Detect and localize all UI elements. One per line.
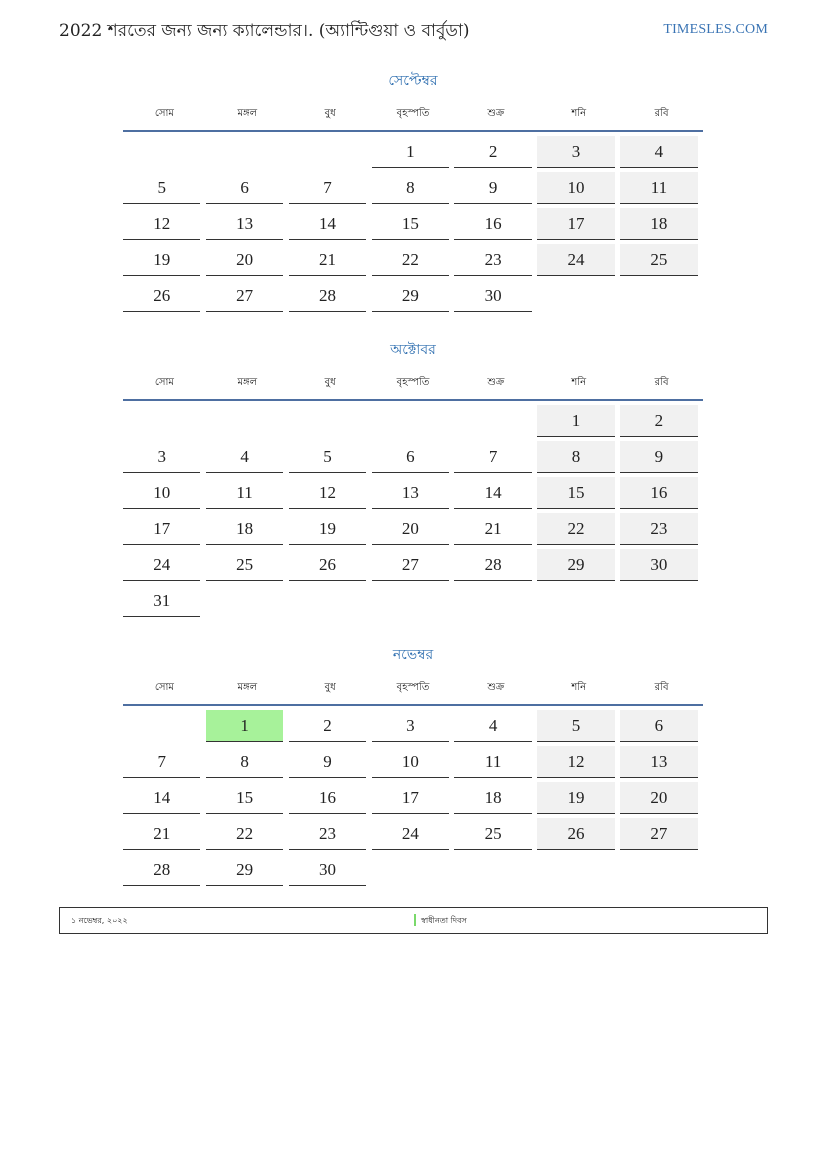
empty-day-cell	[537, 280, 614, 312]
week-row	[123, 854, 703, 890]
empty-day-cell	[206, 585, 283, 617]
week-row	[123, 441, 703, 477]
day-cell: 19	[123, 244, 200, 276]
week-row	[123, 818, 703, 854]
week-row	[123, 782, 703, 818]
holiday-day-cell: 1	[206, 710, 283, 742]
holiday-color-marker	[414, 914, 416, 926]
weekday-label: বুধ	[324, 377, 336, 388]
day-cell: 23	[289, 818, 366, 850]
empty-day-cell	[372, 854, 449, 886]
week-row	[123, 585, 703, 621]
empty-day-cell	[620, 854, 697, 886]
day-cell: 28	[454, 549, 531, 581]
day-cell: 15	[206, 782, 283, 814]
month-september	[123, 70, 703, 316]
day-cell: 7	[123, 746, 200, 778]
day-cell: 19	[289, 513, 366, 545]
day-cell: 21	[123, 818, 200, 850]
day-cell: 9	[289, 746, 366, 778]
day-cell: 26	[289, 549, 366, 581]
weekday-label: শুক্র	[487, 377, 505, 388]
weekday-label: মঙ্গল	[237, 682, 258, 693]
empty-day-cell	[620, 280, 697, 312]
week-row	[123, 136, 703, 172]
day-cell: 7	[454, 441, 531, 473]
weekend-day-cell: 22	[537, 513, 614, 545]
weekday-label: শনি	[571, 682, 587, 693]
weekend-day-cell: 30	[620, 549, 697, 581]
weekday-header	[123, 678, 703, 702]
weekday-label: মঙ্গল	[237, 108, 258, 119]
weekend-day-cell: 24	[537, 244, 614, 276]
month-title: অক্টোবর	[390, 342, 436, 358]
day-grid	[123, 136, 703, 316]
empty-day-cell	[537, 585, 614, 617]
empty-day-cell	[537, 854, 614, 886]
day-cell: 10	[123, 477, 200, 509]
day-cell: 7	[289, 172, 366, 204]
empty-day-cell	[206, 405, 283, 437]
weekday-label: রবি	[654, 682, 669, 693]
weekend-day-cell: 11	[620, 172, 697, 204]
day-cell: 31	[123, 585, 200, 617]
day-cell: 10	[372, 746, 449, 778]
week-row	[123, 549, 703, 585]
day-cell: 2	[289, 710, 366, 742]
weekday-label: শনি	[571, 377, 587, 388]
weekend-day-cell: 16	[620, 477, 697, 509]
day-cell: 3	[123, 441, 200, 473]
week-row	[123, 280, 703, 316]
day-cell: 4	[454, 710, 531, 742]
day-cell: 29	[206, 854, 283, 886]
weekday-label: শুক্র	[487, 108, 505, 119]
day-cell: 13	[372, 477, 449, 509]
weekend-day-cell: 20	[620, 782, 697, 814]
header-divider	[123, 704, 703, 706]
weekday-label: সোম	[154, 377, 174, 388]
empty-day-cell	[372, 405, 449, 437]
weekday-label: রবি	[654, 377, 669, 388]
day-cell: 11	[206, 477, 283, 509]
weekday-label: সোম	[154, 682, 174, 693]
weekday-header	[123, 104, 703, 128]
day-grid	[123, 405, 703, 621]
weekday-label: বৃহস্পতি	[396, 682, 430, 693]
day-cell: 30	[289, 854, 366, 886]
empty-day-cell	[620, 585, 697, 617]
week-row	[123, 405, 703, 441]
day-cell: 17	[372, 782, 449, 814]
weekend-day-cell: 8	[537, 441, 614, 473]
day-cell: 15	[372, 208, 449, 240]
day-cell: 21	[454, 513, 531, 545]
weekday-label: বুধ	[324, 682, 336, 693]
weekday-label: শুক্র	[487, 682, 505, 693]
weekend-day-cell: 25	[620, 244, 697, 276]
day-cell: 3	[372, 710, 449, 742]
weekday-header	[123, 373, 703, 397]
weekend-day-cell: 2	[620, 405, 697, 437]
day-cell: 24	[123, 549, 200, 581]
day-cell: 5	[123, 172, 200, 204]
weekend-day-cell: 27	[620, 818, 697, 850]
day-cell: 1	[372, 136, 449, 168]
day-cell: 6	[206, 172, 283, 204]
day-cell: 16	[454, 208, 531, 240]
empty-day-cell	[289, 136, 366, 168]
week-row	[123, 244, 703, 280]
day-cell: 6	[372, 441, 449, 473]
page-title: 2022 শরতের জন্য জন্য ক্যালেন্ডার।. (অ্যান্টিগুয়া ও বার্বুডা)	[59, 21, 470, 41]
day-cell: 27	[372, 549, 449, 581]
brand-link[interactable]: TIMESLES.COM	[663, 22, 768, 37]
week-row	[123, 746, 703, 782]
weekend-day-cell: 26	[537, 818, 614, 850]
weekend-day-cell: 12	[537, 746, 614, 778]
weekend-day-cell: 6	[620, 710, 697, 742]
weekend-day-cell: 13	[620, 746, 697, 778]
month-title: সেপ্টেম্বর	[388, 73, 438, 89]
day-cell: 24	[372, 818, 449, 850]
empty-day-cell	[372, 585, 449, 617]
weekend-day-cell: 1	[537, 405, 614, 437]
week-row	[123, 208, 703, 244]
day-cell: 28	[123, 854, 200, 886]
day-cell: 14	[454, 477, 531, 509]
day-cell: 14	[123, 782, 200, 814]
legend-date: ১ নভেম্বর, ২০২২	[71, 916, 128, 925]
day-grid	[123, 710, 703, 890]
day-cell: 25	[206, 549, 283, 581]
weekend-day-cell: 19	[537, 782, 614, 814]
day-cell: 16	[289, 782, 366, 814]
header-divider	[123, 130, 703, 132]
header-divider	[123, 399, 703, 401]
holiday-legend	[59, 907, 768, 934]
day-cell: 8	[372, 172, 449, 204]
weekend-day-cell: 10	[537, 172, 614, 204]
weekday-label: বুধ	[324, 108, 336, 119]
day-cell: 30	[454, 280, 531, 312]
weekend-day-cell: 17	[537, 208, 614, 240]
day-cell: 20	[372, 513, 449, 545]
day-cell: 23	[454, 244, 531, 276]
day-cell: 5	[289, 441, 366, 473]
weekend-day-cell: 29	[537, 549, 614, 581]
day-cell: 20	[206, 244, 283, 276]
week-row	[123, 477, 703, 513]
month-october	[123, 339, 703, 621]
weekday-label: সোম	[154, 108, 174, 119]
day-cell: 11	[454, 746, 531, 778]
empty-day-cell	[454, 585, 531, 617]
empty-day-cell	[454, 405, 531, 437]
weekday-label: রবি	[654, 108, 669, 119]
weekend-day-cell: 15	[537, 477, 614, 509]
weekday-label: মঙ্গল	[237, 377, 258, 388]
empty-day-cell	[454, 854, 531, 886]
day-cell: 27	[206, 280, 283, 312]
day-cell: 22	[206, 818, 283, 850]
day-cell: 13	[206, 208, 283, 240]
weekend-day-cell: 3	[537, 136, 614, 168]
empty-day-cell	[206, 136, 283, 168]
day-cell: 4	[206, 441, 283, 473]
day-cell: 26	[123, 280, 200, 312]
weekend-day-cell: 9	[620, 441, 697, 473]
empty-day-cell	[289, 405, 366, 437]
week-row	[123, 172, 703, 208]
day-cell: 25	[454, 818, 531, 850]
day-cell: 9	[454, 172, 531, 204]
day-cell: 21	[289, 244, 366, 276]
day-cell: 12	[289, 477, 366, 509]
weekday-label: শনি	[571, 108, 587, 119]
day-cell: 14	[289, 208, 366, 240]
weekend-day-cell: 18	[620, 208, 697, 240]
month-title: নভেম্বর	[392, 647, 434, 663]
week-row	[123, 710, 703, 746]
day-cell: 22	[372, 244, 449, 276]
weekend-day-cell: 5	[537, 710, 614, 742]
empty-day-cell	[123, 405, 200, 437]
day-cell: 17	[123, 513, 200, 545]
day-cell: 18	[206, 513, 283, 545]
day-cell: 12	[123, 208, 200, 240]
weekend-day-cell: 4	[620, 136, 697, 168]
day-cell: 28	[289, 280, 366, 312]
week-row	[123, 513, 703, 549]
empty-day-cell	[123, 710, 200, 742]
day-cell: 29	[372, 280, 449, 312]
legend-holiday-name: স্বাধীনতা দিবস	[421, 916, 467, 925]
weekday-label: বৃহস্পতি	[396, 377, 430, 388]
empty-day-cell	[289, 585, 366, 617]
weekday-label: বৃহস্পতি	[396, 108, 430, 119]
weekend-day-cell: 23	[620, 513, 697, 545]
day-cell: 18	[454, 782, 531, 814]
month-november	[123, 644, 703, 890]
day-cell: 8	[206, 746, 283, 778]
day-cell: 2	[454, 136, 531, 168]
empty-day-cell	[123, 136, 200, 168]
